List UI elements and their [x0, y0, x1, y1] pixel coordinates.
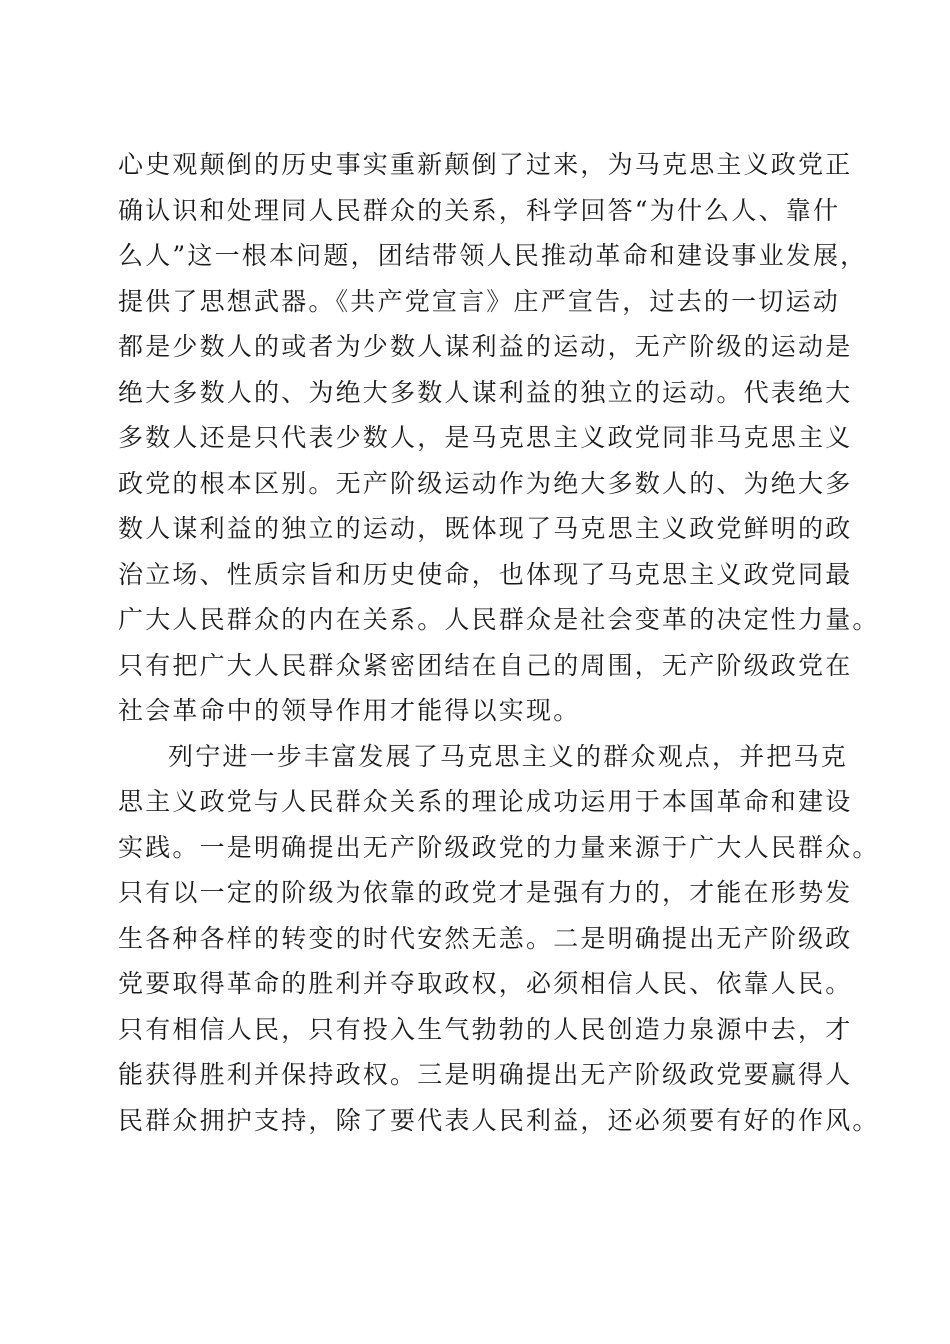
text-line: 确认识和处理同人民群众的关系，科学回答“为什么人、靠什: [118, 195, 841, 225]
text-line: 社会革命中的领导作用才能得以实现。: [118, 696, 581, 725]
text-line-indented: 列宁进一步丰富发展了马克思主义的群众观点，并把马克: [168, 741, 849, 771]
text-line: 绝大多数人的、为绝大多数人谋利益的独立的运动。代表绝大: [118, 377, 853, 407]
text-line: 多数人还是只代表少数人，是马克思主义政党同非马克思主义: [118, 423, 853, 452]
text-line: 党要取得革命的胜利并夺取政权，必须相信人民、依靠人民。: [118, 969, 853, 998]
text-line: 实践。一是明确提出无产阶级政党的力量来源于广大人民群众。: [118, 832, 880, 862]
text-line: 政党的根本区别。无产阶级运动作为绝大多数人的、为绝大多: [118, 468, 853, 498]
text-line: 提供了思想武器。《共产党宣言》庄严宣告，过去的一切运动: [118, 286, 840, 316]
body-text: [118, 142, 880, 1143]
text-line: 数人谋利益的独立的运动，既体现了马克思主义政党鲜明的政: [118, 514, 853, 543]
text-line: 只有把广大人民群众紧密团结在自己的周围，无产阶级政党在: [118, 650, 853, 680]
text-line: 能获得胜利并保持政权。三是明确提出无产阶级政党要赢得人: [118, 1060, 853, 1089]
text-line: 广大人民群众的内在关系。人民群众是社会变革的决定性力量。: [118, 605, 880, 634]
text-line: 治立场、性质宗旨和历史使命，也体现了马克思主义政党同最: [118, 559, 853, 589]
text-line: 只有以一定的阶级为依靠的政党才是强有力的，才能在形势发: [118, 878, 853, 907]
text-line: 民群众拥护支持，除了要代表人民利益，还必须要有好的作风。: [118, 1105, 880, 1135]
text-line: 思主义政党与人民群众关系的理论成功运用于本国革命和建设: [118, 787, 853, 816]
text-line: 都是少数人的或者为少数人谋利益的运动，无产阶级的运动是: [118, 332, 853, 361]
text-line: 只有相信人民，只有投入生气勃勃的人民创造力泉源中去，才: [118, 1014, 853, 1044]
text-line: 么人”这一根本问题，团结带领人民推动革命和建设事业发展，: [118, 241, 868, 270]
text-line: 心史观颠倒的历史事实重新颠倒了过来，为马克思主义政党正: [118, 150, 853, 179]
text-line: 生各种各样的转变的时代安然无恙。二是明确提出无产阶级政: [118, 923, 853, 953]
